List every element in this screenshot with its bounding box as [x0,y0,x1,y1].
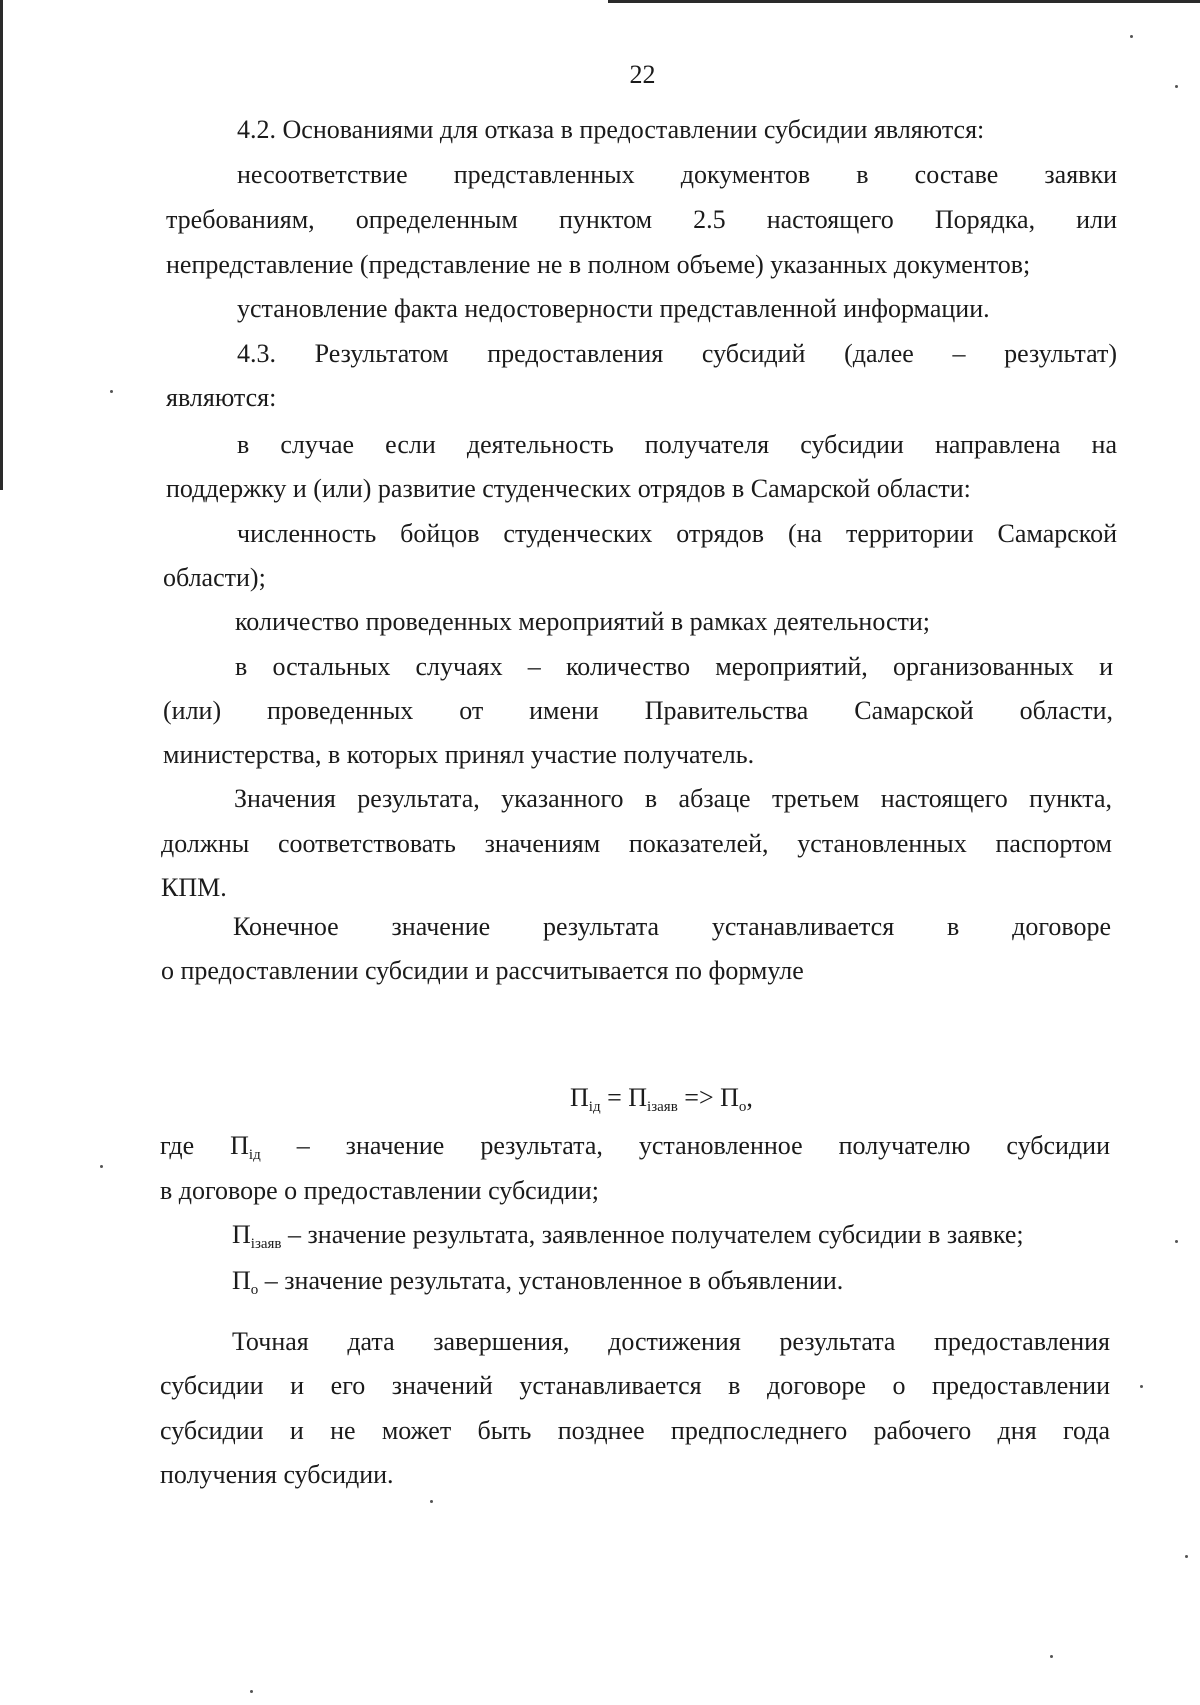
formula-punctuation: , [746,1083,753,1112]
page-number: 22 [629,60,656,89]
definition-symbol: П [230,1131,249,1160]
scan-speck [1140,1385,1143,1388]
paragraph-line: 4.2. Основаниями для отказа в предоставлении субсидии являются: [237,115,985,144]
paragraph-line: о предоставлении субсидии и рассчитывается по формуле [161,956,804,985]
formula [570,1083,753,1113]
scan-speck [250,1690,253,1693]
definition-text: – значение результата, установленное получателю субсидии [260,1131,1110,1160]
formula-subscript: о [738,1099,747,1115]
paragraph-line: получения субсидии. [160,1460,394,1489]
paragraph-line: численность бойцов студенческих отрядов (на территории Самарской [237,519,1117,548]
paragraph-line: Значения результата, указанного в абзаце третьем настоящего пункта, [234,784,1112,813]
formula-symbol: П [628,1083,648,1112]
scan-speck [110,390,113,393]
paragraph-line: поддержку и (или) развитие студенческих отрядов в Самарской области: [166,474,971,503]
paragraph-line: субсидии и не может быть позднее предпоследнего рабочего дня года [160,1416,1110,1445]
definition-symbol: П [232,1266,251,1295]
paragraph-line: непредставление (представление не в полном объеме) указанных документов; [166,250,1031,279]
paragraph-line: в случае если деятельность получателя субсидии направлена на [237,430,1117,459]
where-prefix: где [160,1131,231,1160]
paragraph-line: Конечное значение результата устанавливается в договоре [233,912,1111,941]
paragraph-line: установление факта недостоверности представленной информации. [237,294,990,323]
definition-text: – значение результата, заявленное получателем субсидии в заявке; [281,1220,1024,1249]
paragraph-line: несоответствие представленных документов в составе заявки [237,160,1117,189]
definition-subscript: о [250,1282,259,1298]
scan-edge-top [608,0,1200,3]
paragraph-line: КПМ. [161,873,227,902]
scan-speck [1175,1240,1178,1243]
formula-symbol: П [570,1083,589,1112]
paragraph-line: в договоре о предоставлении субсидии; [160,1176,599,1205]
scan-speck [430,1500,433,1503]
paragraph-line: должны соответствовать значениям показателей, установленных паспортом [161,829,1112,858]
formula-subscript: iд [588,1099,601,1115]
paragraph-line: (или) проведенных от имени Правительства Самарской области, [163,696,1113,725]
paragraph-line: являются: [166,383,277,412]
paragraph-line: субсидии и его значений устанавливается в договоре о предоставлении [160,1371,1110,1400]
formula-operator: = [600,1083,629,1112]
scan-speck [1050,1655,1053,1658]
paragraph-line: требованиям, определенным пунктом 2.5 настоящего Порядка, или [166,205,1117,234]
definition-line [232,1220,1024,1250]
scan-speck [1130,35,1133,38]
paragraph-line: министерства, в которых принял участие получатель. [163,740,755,769]
paragraph-line: в остальных случаях – количество мероприятий, организованных и [235,652,1113,681]
definition-symbol: П [232,1220,251,1249]
definition-line [160,1131,1110,1161]
definition-subscript: iд [248,1147,261,1163]
definition-line [232,1266,843,1296]
scan-speck [100,1165,103,1168]
formula-operator: => [677,1083,721,1112]
definition-text: – значение результата, установленное в объявлении. [258,1266,844,1295]
scan-speck [1185,1555,1188,1558]
paragraph-line: Точная дата завершения, достижения результата предоставления [232,1327,1110,1356]
formula-subscript: iзаяв [647,1099,678,1115]
formula-symbol: П [720,1083,739,1112]
paragraph-line: 4.3. Результатом предоставления субсидий (далее – результат) [237,339,1117,368]
paragraph-line: количество проведенных мероприятий в рамках деятельности; [235,607,931,636]
definition-subscript: iзаяв [250,1236,282,1252]
paragraph-line: области); [163,563,266,592]
scan-speck [1175,85,1178,88]
